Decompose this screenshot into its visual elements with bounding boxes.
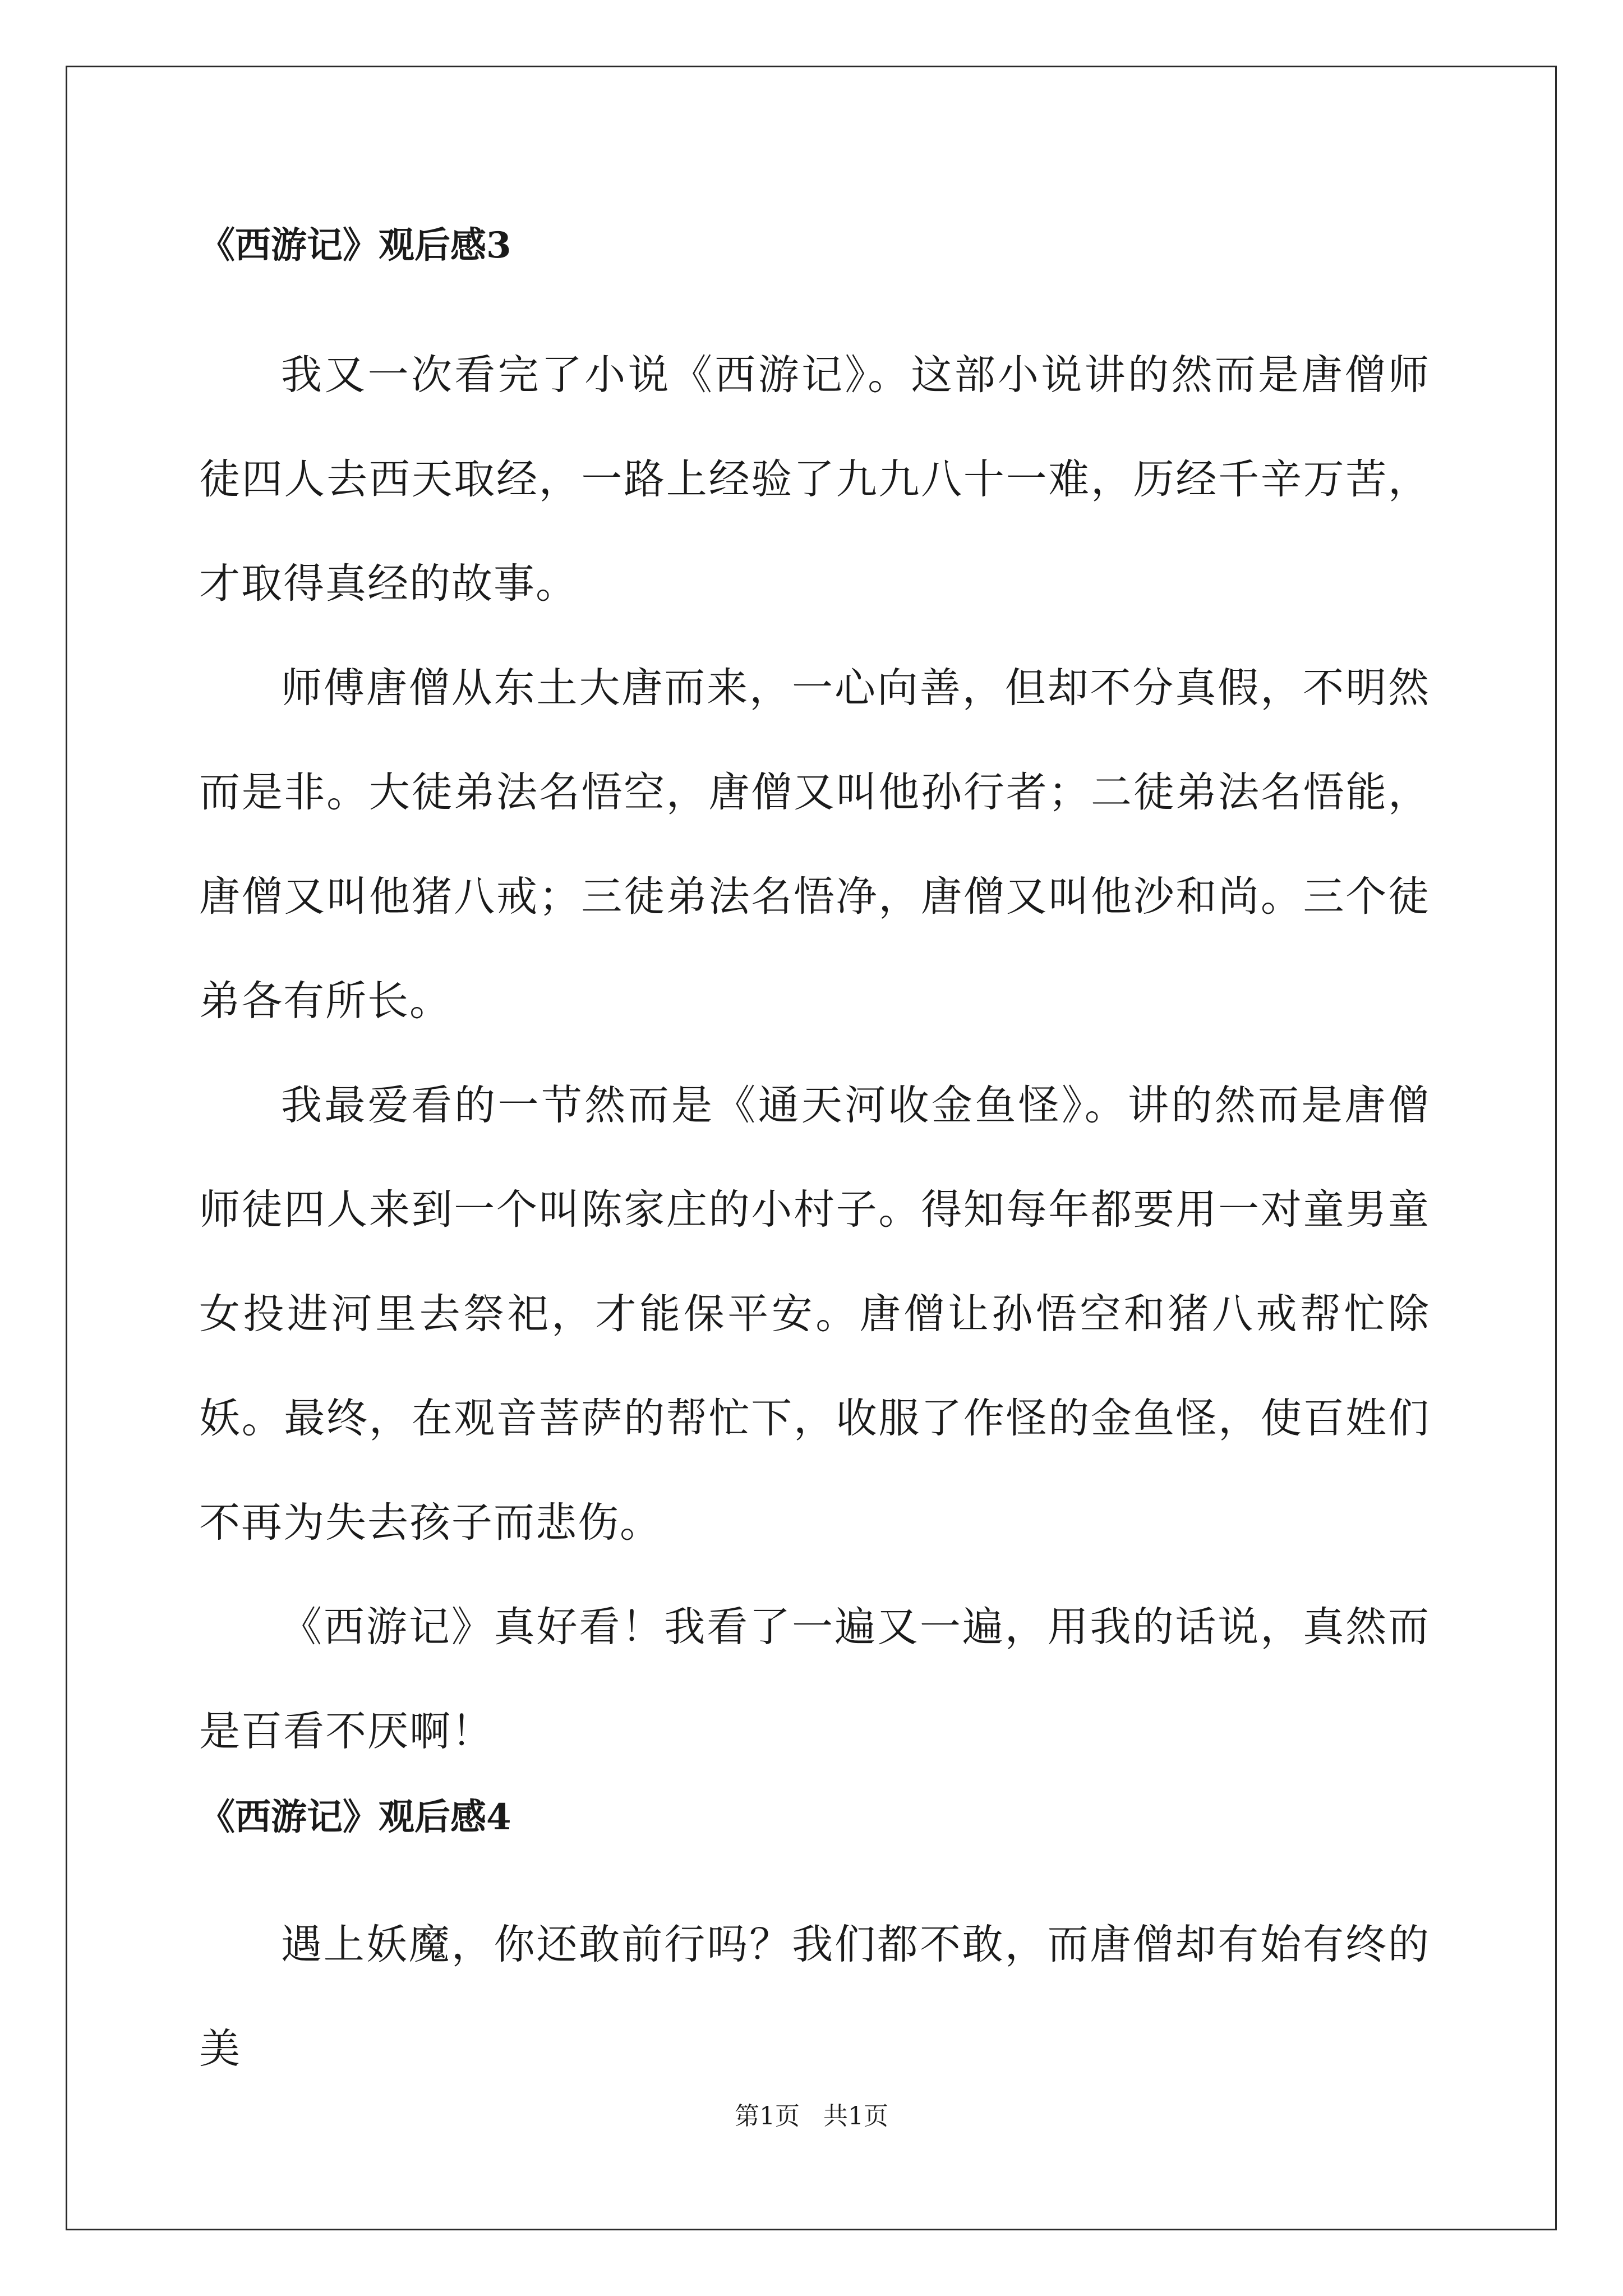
paragraph: 遇上妖魔，你还敢前行吗？我们都不敢，而唐僧却有始有终的美 [199, 1921, 1430, 2073]
paragraph: 《西游记》真好看！我看了一遍又一遍，用我的话说，真然而是百看不厌啊！ [199, 1603, 1430, 1755]
section-heading: 《西游记》观后感3 [199, 224, 511, 266]
paragraph: 师傅唐僧从东土大唐而来，一心向善，但却不分真假，不明然而是非。大徒弟法名悟空，唐僧又叫他孙行者；二徒弟法名悟能，唐僧又叫他猪八戒；三徒弟法名悟净，唐僧又叫他沙和尚。三个徒弟各有所长。 [199, 664, 1430, 1025]
paragraph: 我又一次看完了小说《西游记》。这部小说讲的然而是唐僧师徒四人去西天取经，一路上经验了九九八十一难，历经千辛万苦，才取得真经的故事。 [199, 351, 1430, 608]
page-number: 第1页 共1页 [735, 2102, 888, 2131]
page-footer [0, 2101, 1623, 2132]
section-heading: 《西游记》观后感4 [199, 1796, 511, 1838]
document-body [199, 219, 1430, 2101]
paragraph: 我最爱看的一节然而是《通天河收金鱼怪》。讲的然而是唐僧师徒四人来到一个叫陈家庄的小村子。得知每年都要用一对童男童女投进河里去祭祀，才能保平安。唐僧让孙悟空和猪八戒帮忙除妖。最终，在观音菩萨的帮忙下，收服了作怪的金鱼怪，使百姓们不再为失去孩子而悲伤。 [199, 1082, 1430, 1547]
